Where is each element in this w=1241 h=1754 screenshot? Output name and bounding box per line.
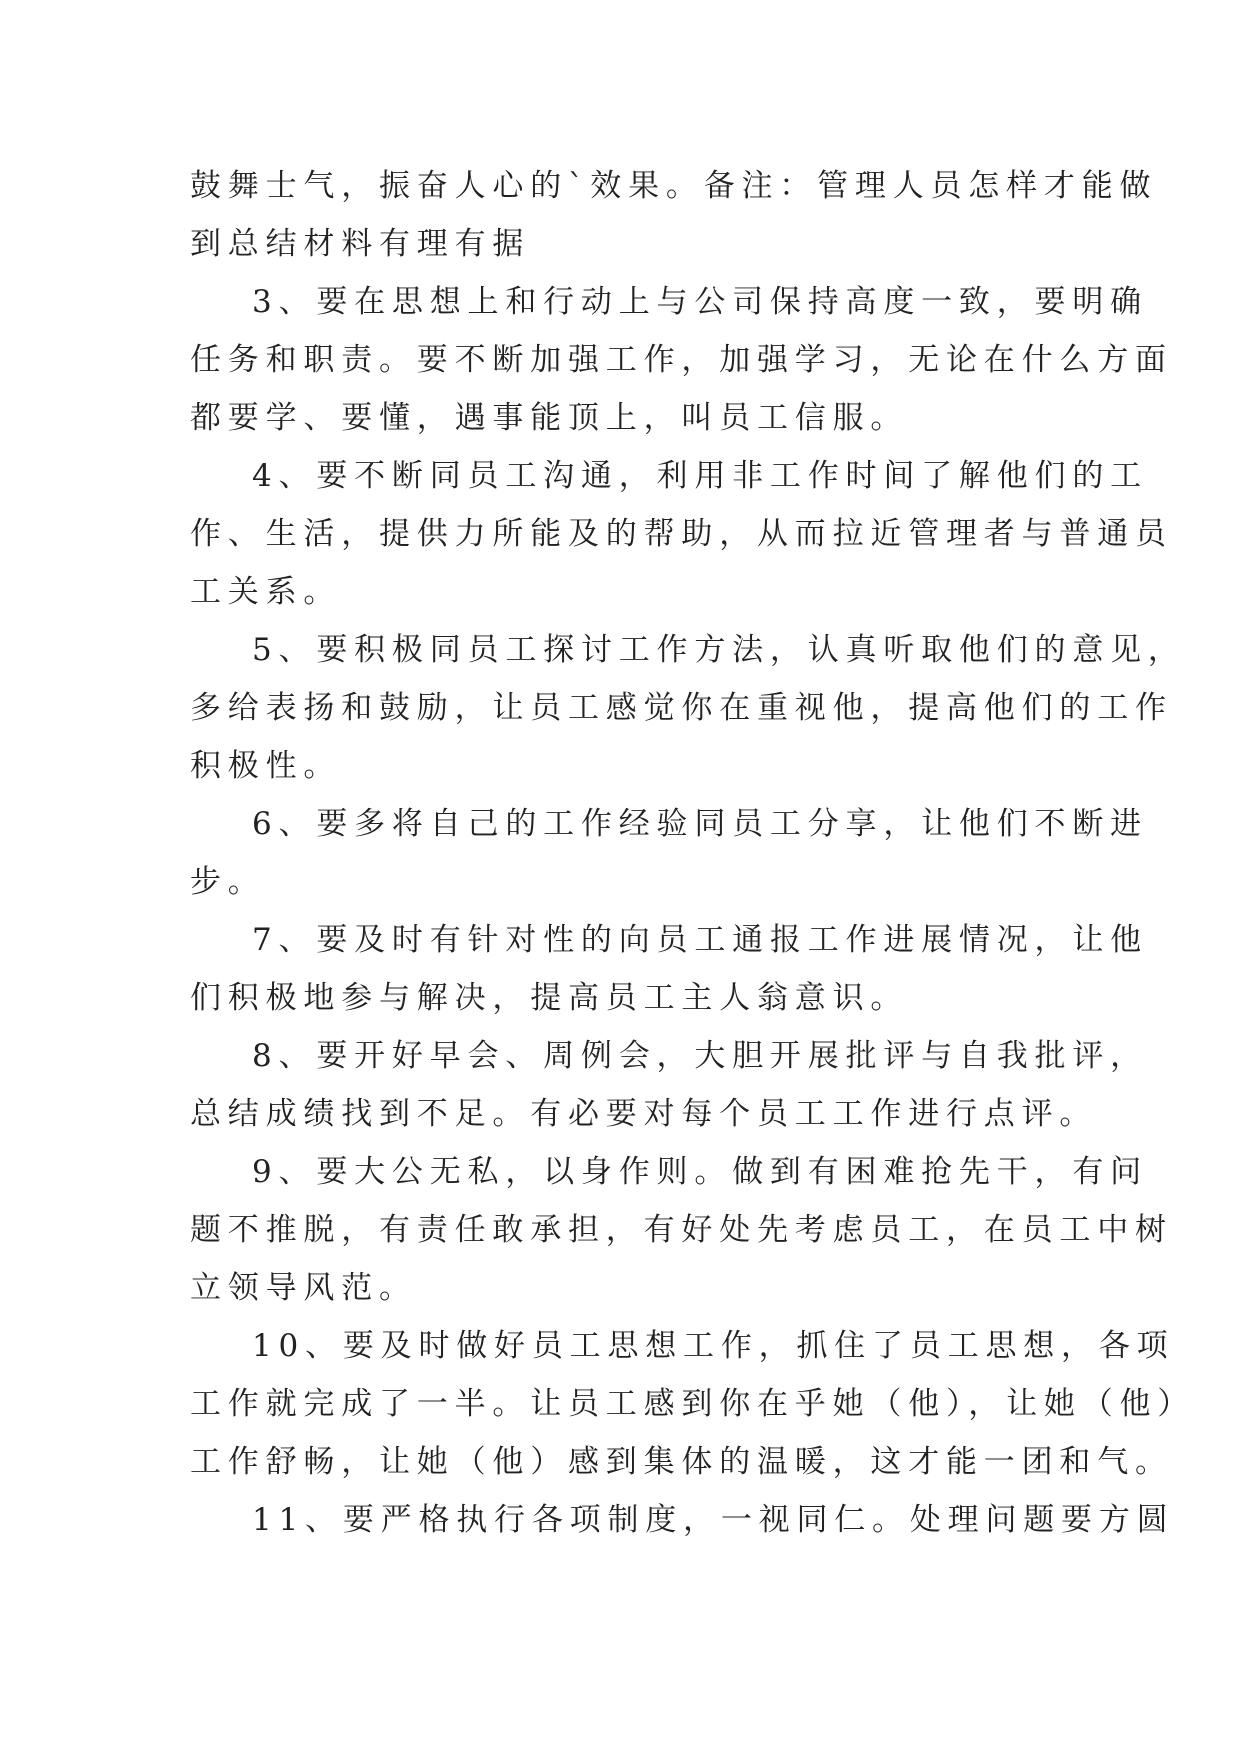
text-line: 7、要及时有针对性的向员工通报工作进展情况，让他 [252, 922, 1148, 958]
text-line: 5、要积极同员工探讨工作方法，认真听取他们的意见， [252, 632, 1186, 668]
text-line: 总结成绩找到不足。有必要对每个员工工作进行点评。 [190, 1096, 1098, 1132]
text-line: 步。 [190, 864, 266, 900]
text-line: 到总结材料有理有据 [190, 226, 531, 262]
text-line: 立领导风范。 [190, 1270, 417, 1306]
text-line: 作、生活，提供力所能及的帮助，从而拉近管理者与普通员 [190, 516, 1173, 552]
text-line: 3、要在思想上和行动上与公司保持高度一致，要明确 [252, 284, 1148, 320]
text-line: 9、要大公无私，以身作则。做到有困难抢先干，有问 [252, 1154, 1148, 1190]
text-line: 任务和职责。要不断加强工作，加强学习，无论在什么方面 [190, 342, 1173, 378]
text-line: 工作舒畅，让她（他）感到集体的温暖，这才能一团和气。 [190, 1444, 1173, 1480]
text-line: 11、要严格执行各项制度，一视同仁。处理问题要方圆 [252, 1502, 1175, 1538]
text-line: 8、要开好早会、周例会，大胆开展批评与自我批评， [252, 1038, 1148, 1074]
text-line: 积极性。 [190, 748, 342, 784]
text-line: 4、要不断同员工沟通，利用非工作时间了解他们的工 [252, 458, 1148, 494]
text-line: 们积极地参与解决，提高员工主人翁意识。 [190, 980, 909, 1016]
text-line: 工关系。 [190, 574, 342, 610]
document-body [190, 157, 1196, 1549]
text-line: 题不推脱，有责任敢承担，有好处先考虑员工，在员工中树 [190, 1212, 1173, 1248]
text-line: 6、要多将自己的工作经验同员工分享，让他们不断进 [252, 806, 1148, 842]
text-line: 工作就完成了一半。让员工感到你在乎她（他），让她（他） [190, 1386, 1196, 1422]
text-line: 鼓舞士气，振奋人心的`效果。备注：管理人员怎样才能做 [190, 168, 1158, 204]
text-line: 多给表扬和鼓励，让员工感觉你在重视他，提高他们的工作 [190, 690, 1173, 726]
text-line: 10、要及时做好员工思想工作，抓住了员工思想，各项 [252, 1328, 1175, 1364]
text-line: 都要学、要懂，遇事能顶上，叫员工信服。 [190, 400, 909, 436]
